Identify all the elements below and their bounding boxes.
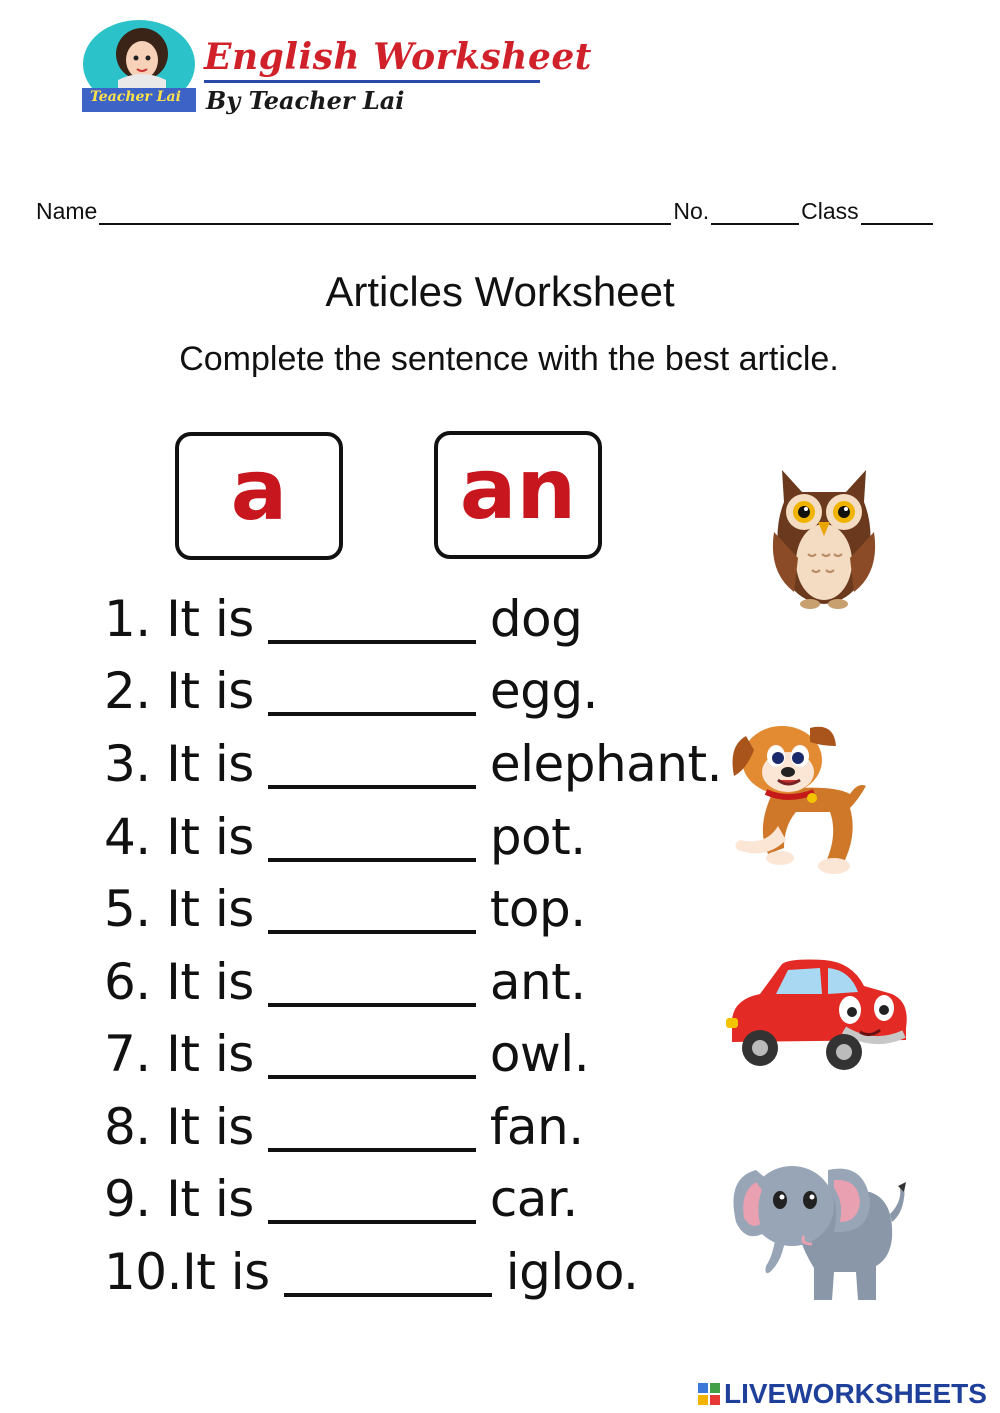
answer-blank[interactable] <box>268 963 476 1007</box>
question-number: 3. <box>104 735 151 793</box>
answer-blank[interactable] <box>284 1253 492 1297</box>
question-number: 1. <box>104 590 151 648</box>
question-word: dog <box>489 590 583 648</box>
teacher-logo-badge <box>80 18 198 114</box>
owl-illustration <box>772 462 876 614</box>
answer-blank[interactable] <box>268 890 476 934</box>
question-word: fan. <box>489 1098 584 1156</box>
question-prefix: It is <box>166 953 254 1011</box>
class-label: Class <box>801 198 859 224</box>
question-row <box>104 951 586 1011</box>
question-row <box>104 733 722 793</box>
question-row <box>104 1241 638 1301</box>
dog-illustration <box>726 716 874 882</box>
question-word: owl. <box>489 1025 590 1083</box>
question-prefix: It is <box>166 590 254 648</box>
question-prefix: It is <box>166 1025 254 1083</box>
elephant-illustration <box>730 1148 906 1310</box>
article-option-label: an <box>459 440 577 538</box>
worksheet-instruction: Complete the sentence with the best article. <box>179 340 839 378</box>
answer-blank[interactable] <box>268 1108 476 1152</box>
no-field[interactable] <box>711 203 799 225</box>
question-row <box>104 878 586 938</box>
question-number: 8. <box>104 1098 151 1156</box>
student-info-row <box>36 198 966 225</box>
question-number: 10. <box>104 1243 183 1301</box>
question-prefix: It is <box>166 1170 254 1228</box>
question-prefix: It is <box>166 662 254 720</box>
question-word: pot. <box>489 808 586 866</box>
question-word: egg. <box>489 662 598 720</box>
question-word: car. <box>489 1170 578 1228</box>
question-row <box>104 660 598 720</box>
no-label: No. <box>673 198 710 224</box>
question-number: 6. <box>104 953 151 1011</box>
question-prefix: It is <box>166 735 254 793</box>
liveworksheets-text: LIVEWORKSHEETS <box>724 1378 987 1409</box>
badge-text: Teacher Lai <box>90 89 181 105</box>
question-number: 5. <box>104 880 151 938</box>
liveworksheets-brand <box>698 1378 987 1410</box>
answer-blank[interactable] <box>268 672 476 716</box>
answer-blank[interactable] <box>268 745 476 789</box>
question-row <box>104 588 582 648</box>
question-prefix: It is <box>166 808 254 866</box>
class-field[interactable] <box>861 203 933 225</box>
answer-blank[interactable] <box>268 1180 476 1224</box>
article-option-an[interactable] <box>434 431 602 559</box>
name-label: Name <box>36 198 98 224</box>
answer-blank[interactable] <box>268 600 476 644</box>
name-field[interactable] <box>99 203 671 225</box>
brand-subtitle: By Teacher Lai <box>206 86 405 115</box>
answer-blank[interactable] <box>268 1035 476 1079</box>
question-number: 9. <box>104 1170 151 1228</box>
question-word: ant. <box>489 953 586 1011</box>
answer-blank[interactable] <box>268 818 476 862</box>
liveworksheets-logo-icon <box>698 1383 720 1405</box>
car-illustration <box>724 956 910 1080</box>
question-row <box>104 1096 584 1156</box>
question-row <box>104 806 586 866</box>
article-option-label: a <box>230 441 288 539</box>
question-prefix: It is <box>182 1243 270 1301</box>
question-row <box>104 1023 589 1083</box>
question-word: top. <box>489 880 586 938</box>
question-prefix: It is <box>166 1098 254 1156</box>
brand-underline <box>204 80 540 83</box>
question-row <box>104 1168 578 1228</box>
worksheet-title: Articles Worksheet <box>325 268 675 315</box>
question-prefix: It is <box>166 880 254 938</box>
question-word: igloo. <box>505 1243 639 1301</box>
question-number: 7. <box>104 1025 151 1083</box>
brand-title: English Worksheet <box>204 36 592 78</box>
question-number: 4. <box>104 808 151 866</box>
question-number: 2. <box>104 662 151 720</box>
question-word: elephant. <box>489 735 722 793</box>
article-option-a[interactable] <box>175 432 343 560</box>
